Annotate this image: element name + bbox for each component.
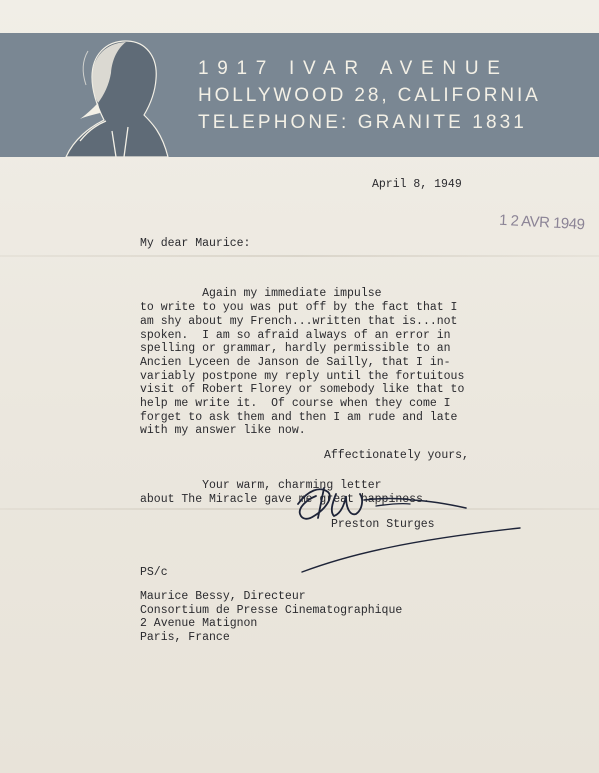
salutation: My dear Maurice:	[140, 237, 251, 250]
text-line: Maurice Bessy, Directeur	[140, 590, 306, 603]
text-line: help me write it. Of course when they come I	[140, 397, 451, 411]
address-street: 1917 IVAR AVENUE	[198, 58, 509, 79]
letter-date: April 8, 1949	[372, 178, 462, 191]
text-line: with my answer like now.	[140, 424, 306, 438]
text-line: Again my immediate impulse	[140, 287, 382, 301]
text-line: Ancien Lyceen de Janson de Sailly, that I in-	[140, 355, 451, 369]
text-line: am shy about my French...written that is...not	[140, 314, 458, 328]
letterhead-address	[198, 55, 590, 136]
text-line: Paris, France	[140, 631, 230, 645]
received-date-stamp: 1 2 AVR 1949	[498, 211, 585, 234]
typist-initials: PS/c	[140, 566, 168, 579]
signer-name: Preston Sturges	[331, 518, 435, 531]
text-line: spelling or grammar, hardly permissible to an	[140, 342, 451, 356]
fold-crease	[0, 255, 599, 257]
text-line: Consortium de Presse Cinematographique	[140, 603, 403, 617]
text-line: spoken. I am so afraid always of an error in	[140, 328, 451, 342]
text-line: variably postpone my reply until the fortuitous	[140, 369, 465, 383]
recipient-address	[140, 590, 402, 645]
text-line: Your warm, charming letter	[140, 479, 382, 493]
body-paragraph-1	[140, 287, 464, 438]
text-line: to write to you was put off by the fact that I	[140, 301, 458, 315]
text-line: forget to ask them and then I am rude and late	[140, 410, 458, 424]
closing: Affectionately yours,	[324, 449, 469, 462]
text-line: 2 Avenue Matignon	[140, 617, 258, 631]
letterhead-banner	[0, 33, 599, 157]
text-line: visit of Robert Florey or somebody like that to	[140, 383, 465, 397]
text-line: about The Miracle gave me great happiness.	[140, 492, 430, 506]
address-city: HOLLYWOOD 28, CALIFORNIA	[198, 85, 541, 106]
address-telephone: TELEPHONE: GRANITE 1831	[198, 112, 527, 133]
portrait-silhouette-icon	[52, 33, 172, 157]
